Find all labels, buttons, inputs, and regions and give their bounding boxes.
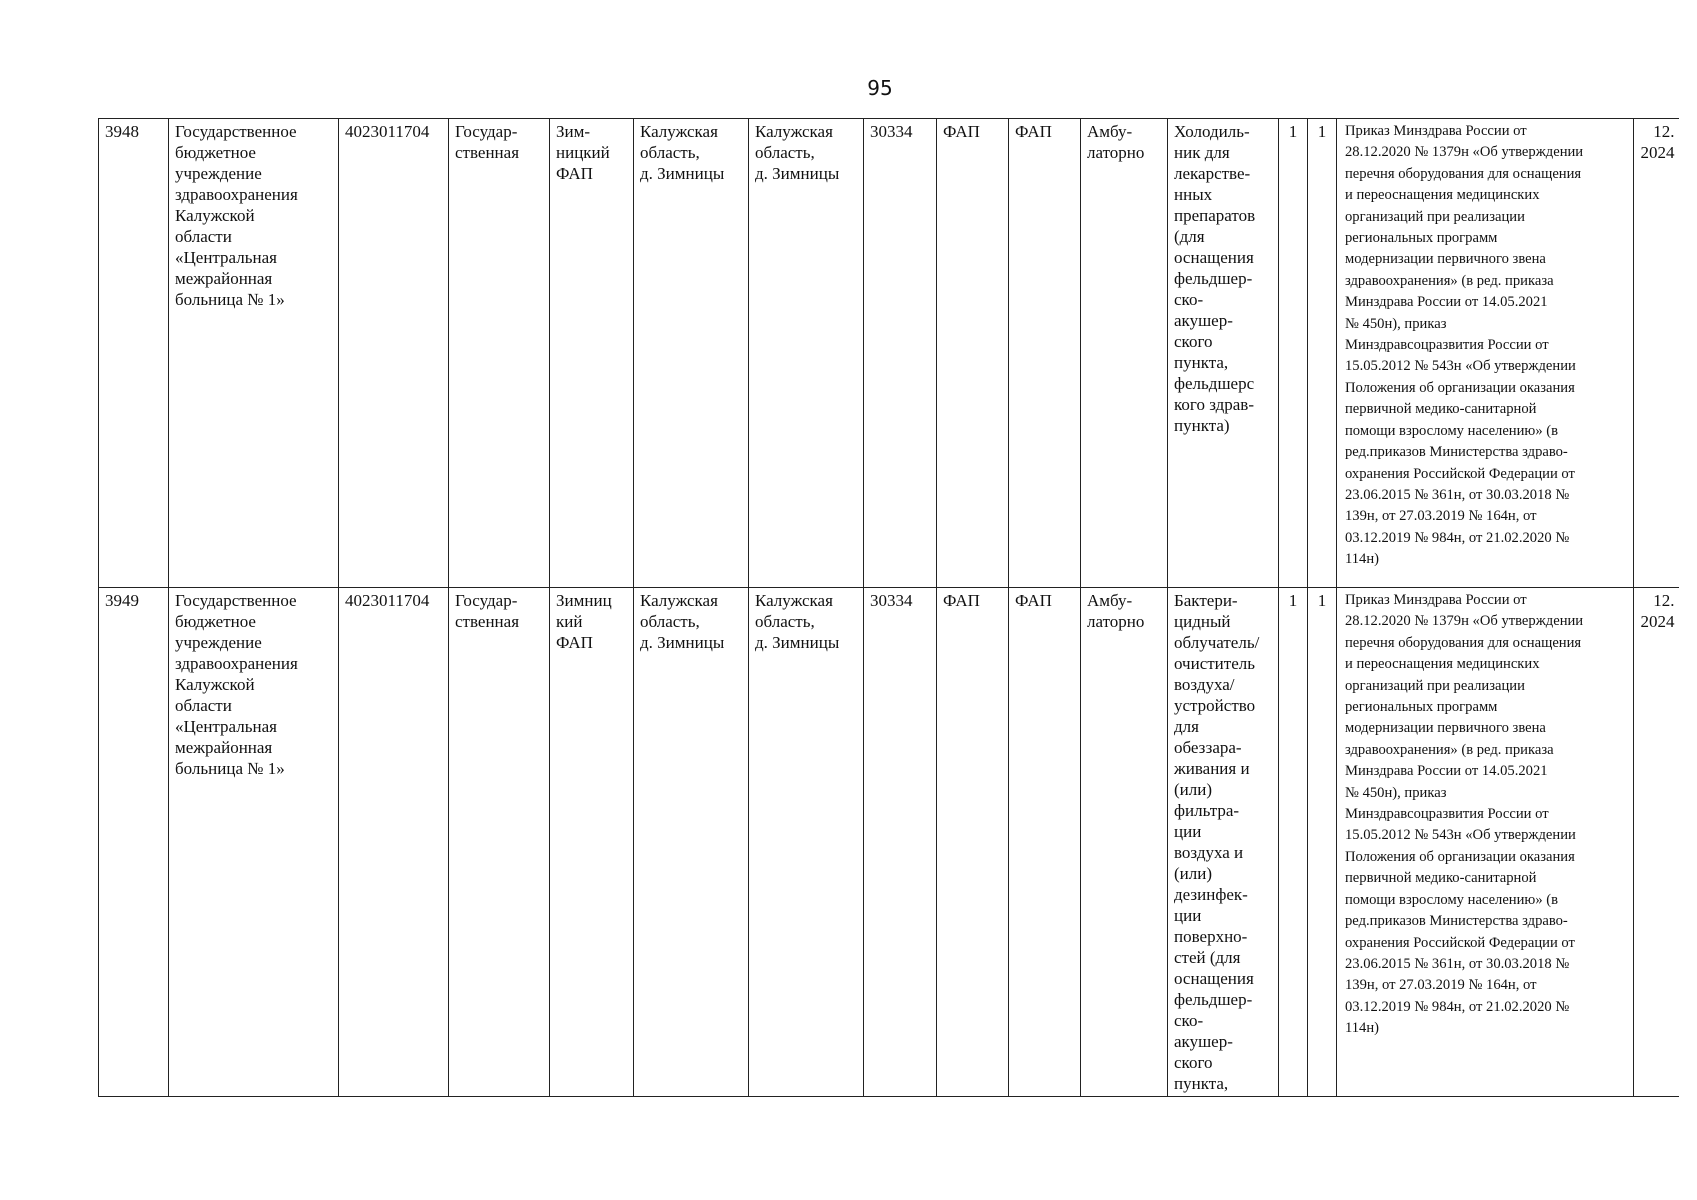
care-conditions-cell: Амбу- латорно xyxy=(1081,119,1168,588)
equipment-registry-table xyxy=(98,118,1679,1097)
inn-cell: 4023011704 xyxy=(339,588,449,1097)
unit-address-cell: Калужская область, д. Зимницы xyxy=(634,119,749,588)
quantity-planned-cell: 1 xyxy=(1308,119,1337,588)
care-conditions-cell: Амбу- латорно xyxy=(1081,588,1168,1097)
unit-type-cell: ФАП xyxy=(937,588,1009,1097)
unit-name-cell: Зимниц кий ФАП xyxy=(550,588,634,1097)
unit-subtype-cell: ФАП xyxy=(1009,588,1081,1097)
unit-subtype-cell: ФАП xyxy=(1009,119,1081,588)
row-number-cell: 3949 xyxy=(99,588,169,1097)
row-number-cell: 3948 xyxy=(99,119,169,588)
unit-address-cell: Калужская область, д. Зимницы xyxy=(634,588,749,1097)
deadline-cell: 12. 2024 xyxy=(1634,588,1679,1097)
organization-name-cell: Государственное бюджетное учреждение здравоохранения Калужской области «Центральная межрайонная больница № 1» xyxy=(169,119,339,588)
ownership-cell: Государ- ственная xyxy=(449,119,550,588)
equipment-name-cell: Бактери- цидный облучатель/ очиститель воздуха/ устройство для обеззара- живания и (или) фильтра- ции воздуха и (или) дезинфек- ции поверхно- стей (для оснащения фельдшер- ско- акушер- ского пункта, xyxy=(1168,588,1279,1097)
unit-type-cell: ФАП xyxy=(937,119,1009,588)
settlement-address-cell: Калужская область, д. Зимницы xyxy=(749,588,864,1097)
quantity-cell: 1 xyxy=(1279,588,1308,1097)
unit-name-cell: Зим- ницкий ФАП xyxy=(550,119,634,588)
page-number: 95 xyxy=(867,76,893,100)
inn-cell: 4023011704 xyxy=(339,119,449,588)
settlement-address-cell: Калужская область, д. Зимницы xyxy=(749,119,864,588)
table-row xyxy=(99,588,1679,1097)
legal-basis-cell: Приказ Минздрава России от 28.12.2020 № 1379н «Об утверждении перечня оборудования для оснащения и переоснащения медицинских организаций при реализации региональных программ модернизации первичного звена здравоохранения» (в ред. приказа Минздрава России от 14.05.2021 № 450н), приказ Минздравсоцразвития России от 15.05.2012 № 543н «Об утверждении Положения об организации оказания первичной медико-санитарной помощи взрослому населению» (в ред.приказов Министерства здраво- охранения Российской Федерации от 23.06.2015 № 361н, от 30.03.2018 № 139н, от 27.03.2019 № 164н, от 03.12.2019 № 984н, от 21.02.2020 № 114н) xyxy=(1337,588,1634,1097)
code-cell: 30334 xyxy=(864,119,937,588)
legal-basis-cell: Приказ Минздрава России от 28.12.2020 № 1379н «Об утверждении перечня оборудования для оснащения и переоснащения медицинских организаций при реализации региональных программ модернизации первичного звена здравоохранения» (в ред. приказа Минздрава России от 14.05.2021 № 450н), приказ Минздравсоцразвития России от 15.05.2012 № 543н «Об утверждении Положения об организации оказания первичной медико-санитарной помощи взрослому населению» (в ред.приказов Министерства здраво- охранения Российской Федерации от 23.06.2015 № 361н, от 30.03.2018 № 139н, от 27.03.2019 № 164н, от 03.12.2019 № 984н, от 21.02.2020 № 114н) xyxy=(1337,119,1634,588)
table-row xyxy=(99,119,1679,588)
organization-name-cell: Государственное бюджетное учреждение здравоохранения Калужской области «Центральная межрайонная больница № 1» xyxy=(169,588,339,1097)
ownership-cell: Государ- ственная xyxy=(449,588,550,1097)
deadline-cell: 12. 2024 xyxy=(1634,119,1679,588)
equipment-name-cell: Холодиль- ник для лекарстве- нных препаратов (для оснащения фельдшер- ско- акушер- ского пункта, фельдшерс кого здрав- пункта) xyxy=(1168,119,1279,588)
quantity-cell: 1 xyxy=(1279,119,1308,588)
quantity-planned-cell: 1 xyxy=(1308,588,1337,1097)
code-cell: 30334 xyxy=(864,588,937,1097)
